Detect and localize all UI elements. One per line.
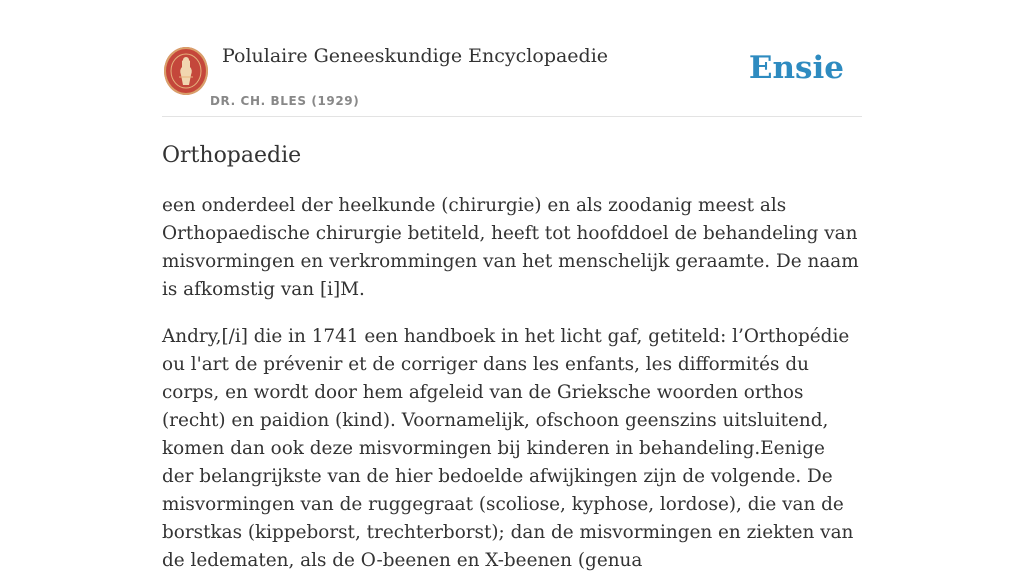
book-title[interactable]: Polulaire Geneeskundige Encyclopaedie xyxy=(222,45,609,67)
brand-logo[interactable]: Ensie xyxy=(748,50,844,86)
article-paragraph: Andry,[/i] die in 1741 een handboek in het licht gaf, getiteld: l’Orthopédie ou l'art de prévenir et de corriger dans les enfants, les difformités du corps, en wordt door hem afgeleid van de Grieksche woorden orthos (recht) en paidion (kind). Voornamelijk, ofschoon geenszins uitsluitend, komen dan ook deze misvormingen bij kinderen in behandeling.Eenige der belangrijkste van de hier bedoelde afwijkingen zijn de volgende. De misvormingen van de ruggegraat (scoliose, kyphose, lordose), die van de borstkas (kippeborst, trechterborst); dan de misvormingen en ziekten van de ledematen, als de O-beenen en X-beenen (genua xyxy=(162,326,854,571)
page xyxy=(162,0,862,575)
book-author: DR. CH. BLES (1929) xyxy=(210,94,360,108)
article-title: Orthopaedie xyxy=(162,143,302,168)
article-paragraph: een onderdeel der heelkunde (chirurgie) en als zoodanig meest als Orthopaedische chirurgie betiteld, heeft tot hoofddoel de behandeling van misvormingen en verkrommingen van het menschelijk geraamte. De naam is afkomstig van [i]M. xyxy=(162,195,859,300)
encyclopedia-seal-icon[interactable] xyxy=(164,47,208,95)
book-header xyxy=(162,0,862,117)
seal-graphic xyxy=(164,47,208,95)
